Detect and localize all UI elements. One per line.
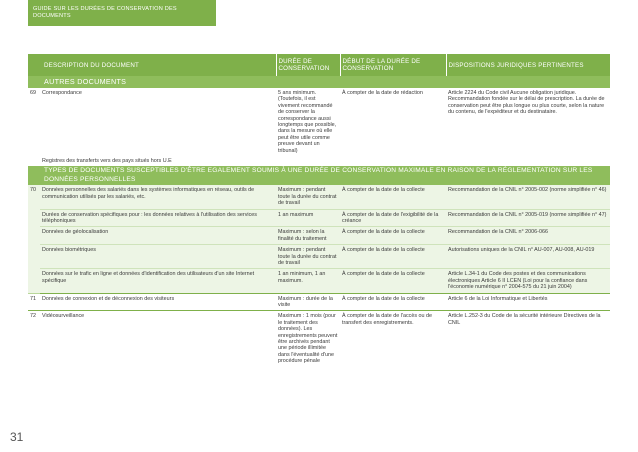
cell-duree: 1 an maximum [276,209,340,227]
cell-dispositions: Recommandation de la CNIL n° 2005-019 (norme simplifiée n° 47) [446,209,610,227]
cell-description-sub: Registres des transferts vers des pays situés hors U.E [42,158,172,165]
cell-dispositions: Article L.252-3 du Code de la sécurité intérieure Directives de la CNIL [448,313,601,326]
table-row-71 [28,293,610,311]
table-subrow-70 [28,209,610,227]
cell-debut: À compter de la date de la collecte [340,245,446,269]
row-number: 70 [28,185,40,293]
col-header-dispositions: DISPOSITIONS JURIDIQUES PERTINENTES [446,54,610,76]
table-subrow-70 [28,227,610,245]
section-header-personnelles [28,166,610,185]
cell-debut: À compter de la date de l'accès ou de transfert des enregistrements. [342,313,433,326]
row-number: 71 [28,293,40,311]
table-subrow-70 [28,269,610,293]
cell-description: Correspondance [42,90,82,96]
cell-duree: Maximum : selon la finalité du traitement [276,227,340,245]
col-header-duree: DURÉE DE CONSERVATION [276,54,340,76]
retention-table [28,54,610,367]
cell-debut: À compter de la date de l'exigibilité de la créance [340,209,446,227]
cell-description: Données de connexion et de déconnexion des visiteurs [40,293,276,311]
document-header-band [28,0,216,26]
table-subrow-69 [28,156,610,166]
page-number: 31 [10,430,24,444]
cell-description: Données personnelles des salariés dans les systèmes informatiques en réseau, outils de communication utilisés par les salariés, etc. [40,185,276,209]
cell-dispositions: Article 2224 du Code civil Aucune obligation juridique. Recommandation fondée sur le délai de prescription. La durée de conservation peut être plus longue ou plus courte, selon la nature du contenu, de l'expéditeur et du destinataire. [448,90,605,116]
cell-description: Données biométriques [40,245,276,269]
cell-debut: À compter de la date de rédaction [342,90,423,96]
cell-description: Vidéosurveillance [42,313,85,320]
cell-duree: Maximum : durée de la visite [276,293,340,311]
table-subrow-70 [28,245,610,269]
table-row-69 [28,88,610,156]
cell-dispositions: Autorisations uniques de la CNIL n° AU-007, AU-008, AU-019 [446,245,610,269]
section-header-autres [28,76,610,88]
cell-dispositions: Recommandation de la CNIL n° 2006-066 [446,227,610,245]
cell-duree: Maximum : pendant toute la durée du contrat de travail [276,185,340,209]
cell-duree: Maximum : 1 mois (pour le traitement des données). Les enregistrements peuvent être archivés pendant une période illimitée dans l'éventualité d'une procédure pénale [278,313,338,365]
cell-debut: À compter de la date de la collecte [340,227,446,245]
table-row-72 [28,311,610,367]
cell-debut: À compter de la date de la collecte [340,293,446,311]
cell-dispositions: Article L.34-1 du Code des postes et des communications électroniques Article 6 II LCEN (Loi pour la confiance dans l'économie numérique n° 2004-575 du 21 juin 2004) [446,269,610,293]
table-row-70 [28,185,610,209]
cell-dispositions: Article 6 de la Loi Informatique et Libertés [446,293,610,311]
section-title: AUTRES DOCUMENTS [40,76,610,88]
cell-description: Durées de conservation spécifiques pour : les données relatives à l'utilisation des services téléphoniques [40,209,276,227]
col-header-description: DESCRIPTION DU DOCUMENT [28,54,276,76]
cell-duree: 1 an minimum, 1 an maximum. [276,269,340,293]
table-header-row [28,54,610,76]
section-title: TYPES DE DOCUMENTS SUSCEPTIBLES D'ÊTRE EGALEMENT SOUMIS À UNE DURÉE DE CONSERVATION MAXIMALE EN RAISON DE LA RÉGLEMENTATION SUR LES DONNÉES PERSONNELLES [40,166,610,185]
row-number: 69 [30,90,36,96]
cell-debut: À compter de la date de la collecte [340,269,446,293]
cell-duree: 5 ans minimum. (Toutefois, il est vivement recommandé de conserver la correspondance aussi longtemps que possible, dans la mesure où elle peut être utile comme preuve devant un tribunal) [278,90,337,154]
col-header-debut: DÉBUT DE LA DURÉE DE CONSERVATION [340,54,446,76]
cell-debut: À compter de la date de la collecte [340,185,446,209]
row-number: 72 [30,313,36,320]
cell-description: Données de géolocalisation [40,227,276,245]
header-band-title: GUIDE SUR LES DURÉES DE CONSERVATION DES DOCUMENTS [33,6,177,19]
cell-dispositions: Recommandation de la CNIL n° 2005-002 (norme simplifiée n° 46) [446,185,610,209]
cell-description: Données sur le trafic en ligne et données d'identification des utilisateurs d'un site Internet spécifique [40,269,276,293]
cell-duree: Maximum : pendant toute la durée du contrat de travail [276,245,340,269]
